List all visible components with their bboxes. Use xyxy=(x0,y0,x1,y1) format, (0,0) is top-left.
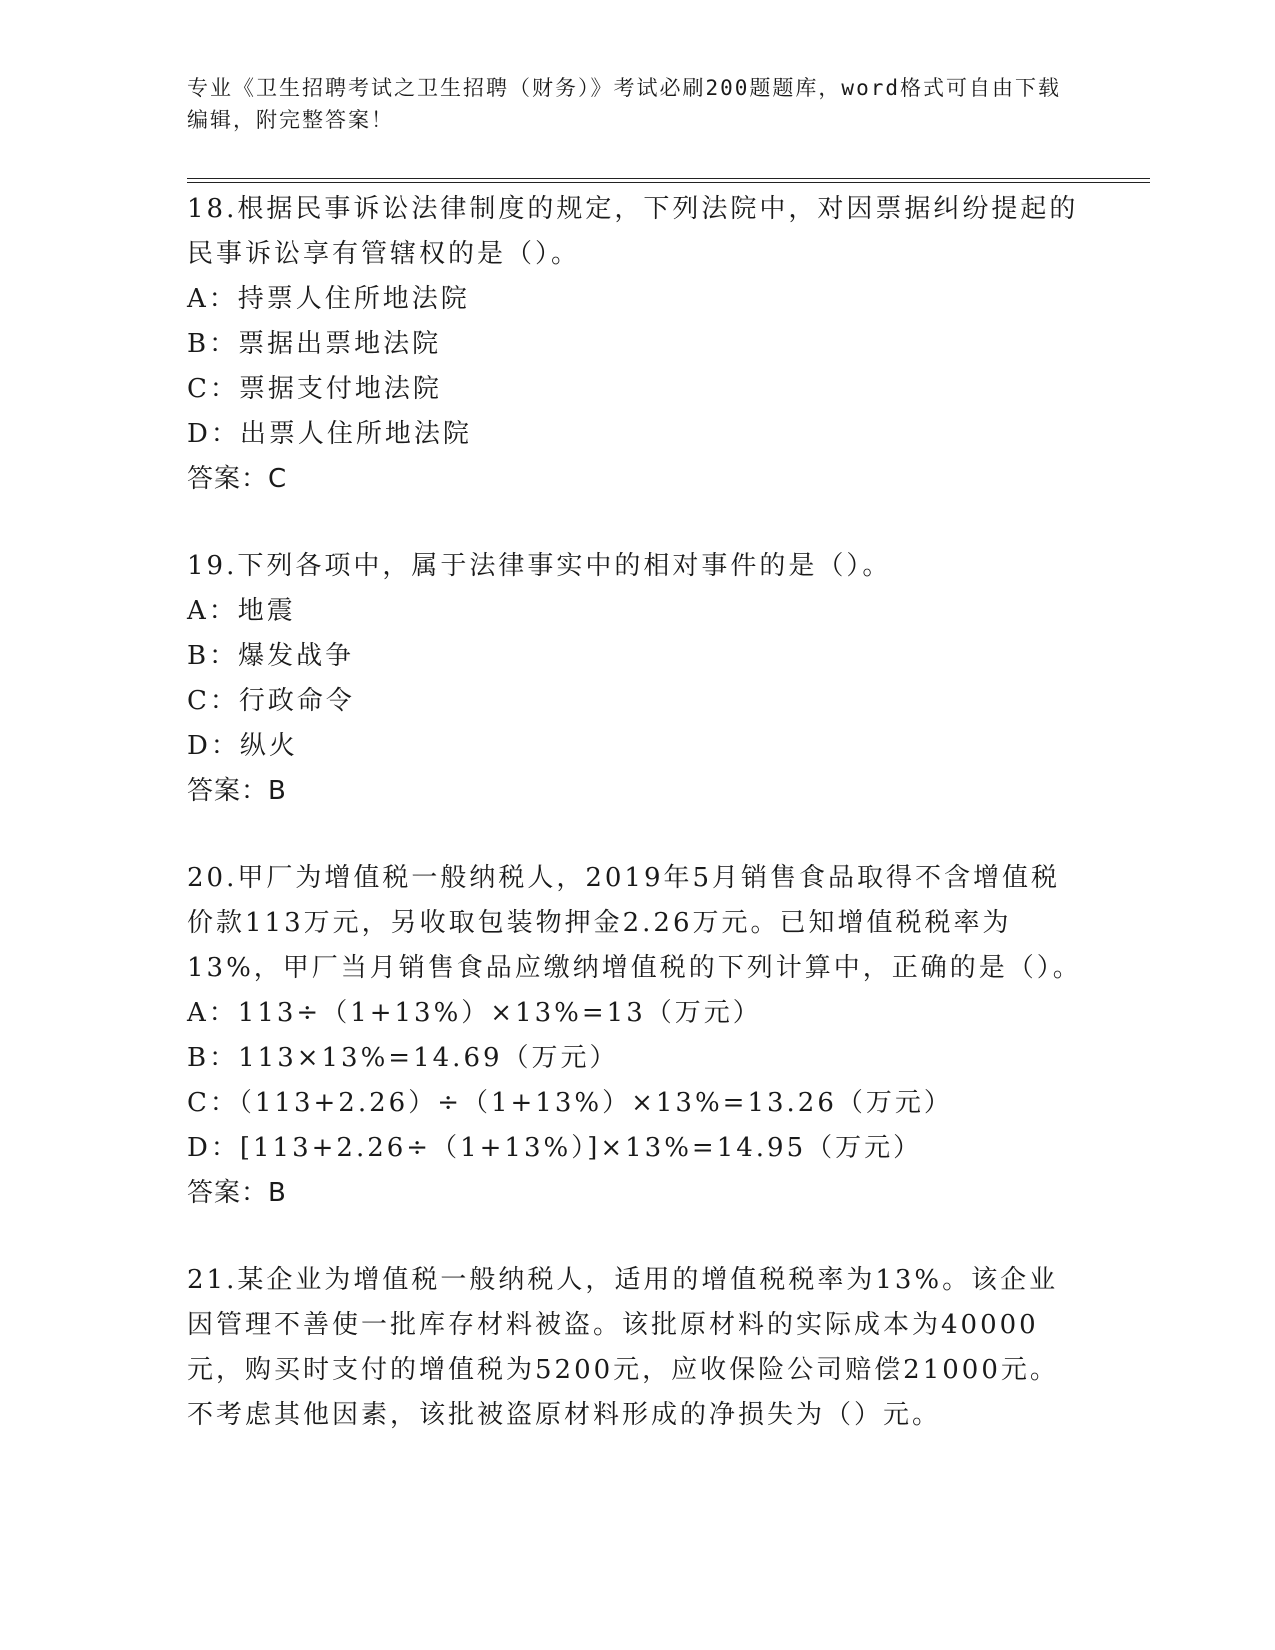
option-b: B：票据出票地法院 xyxy=(187,329,442,359)
option-c: C：（113+2.26）÷（1+13%）×13%=13.26（万元） xyxy=(187,1088,953,1118)
option-d: D：纵火 xyxy=(187,731,298,761)
answer-value: B xyxy=(268,776,286,806)
document-header: 专业《卫生招聘考试之卫生招聘（财务）》考试必刷200题题库，word格式可自由下载编辑，附完整答案！ xyxy=(187,76,1061,132)
answer-label: 答案： xyxy=(187,776,269,806)
question-list xyxy=(187,187,1087,1480)
option-c: C：票据支付地法院 xyxy=(187,374,442,404)
option-a: A：持票人住所地法院 xyxy=(187,284,470,314)
header-divider-bottom xyxy=(187,182,1150,183)
question-stem: 19.下列各项中，属于法律事实中的相对事件的是（）。 xyxy=(187,551,892,581)
option-a: A：113÷（1+13%）×13%=13（万元） xyxy=(187,998,762,1028)
answer-line xyxy=(187,457,1087,502)
question-stem: 20.甲厂为增值税一般纳税人，2019年5月销售食品取得不含增值税价款113万元，另收取包装物押金2.26万元。已知增值税税率为13%，甲厂当月销售食品应缴纳增值税的下列计算中，正确的是（）。 xyxy=(187,863,1082,983)
answer-label: 答案： xyxy=(187,464,269,494)
answer-line xyxy=(187,769,1087,814)
option-d: D：出票人住所地法院 xyxy=(187,419,472,449)
option-b: B：爆发战争 xyxy=(187,641,355,671)
question-stem: 21.某企业为增值税一般纳税人，适用的增值税税率为13%。该企业因管理不善使一批库存材料被盗。该批原材料的实际成本为40000元，购买时支付的增值税为5200元，应收保险公司赔偿21000元。不考虑其他因素，该批被盗原材料形成的净损失为（）元。 xyxy=(187,1265,1059,1430)
option-d: D：[113+2.26÷（1+13%）]×13%=14.95（万元） xyxy=(187,1133,923,1163)
option-c: C：行政命令 xyxy=(187,686,355,716)
question-stem: 18.根据民事诉讼法律制度的规定，下列法院中，对因票据纠纷提起的民事诉讼享有管辖权的是（）。 xyxy=(187,194,1079,269)
question-19 xyxy=(187,544,1087,814)
answer-value: B xyxy=(268,1178,286,1208)
header-divider-top xyxy=(187,178,1150,179)
answer-value: C xyxy=(268,464,287,494)
question-20 xyxy=(187,856,1087,1216)
answer-label: 答案： xyxy=(187,1178,269,1208)
question-21 xyxy=(187,1258,1087,1438)
answer-line xyxy=(187,1171,1087,1216)
option-a: A：地震 xyxy=(187,596,296,626)
option-b: B：113×13%=14.69（万元） xyxy=(187,1043,619,1073)
question-18 xyxy=(187,187,1087,502)
